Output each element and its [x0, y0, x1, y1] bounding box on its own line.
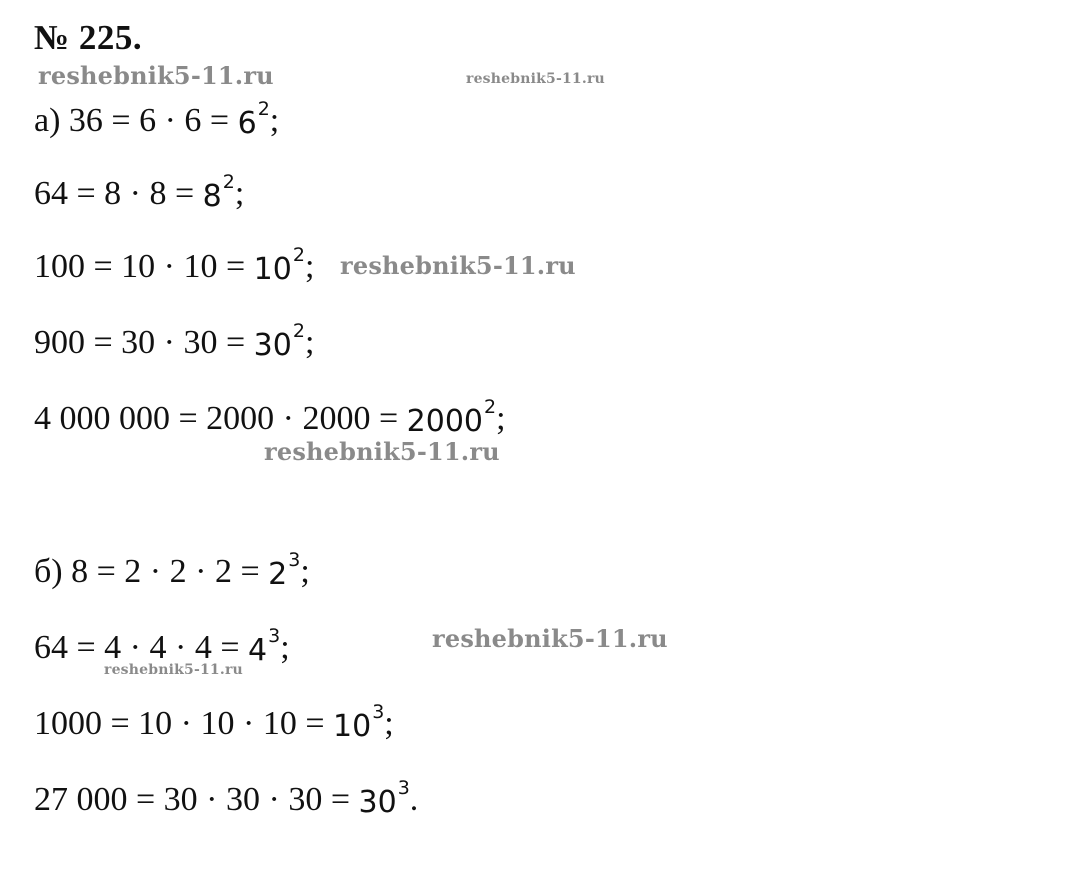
part-b-line-3: [34, 701, 394, 748]
power-exponent: 2: [484, 396, 497, 418]
power-base: 30: [358, 785, 397, 820]
part-a-line-2: [34, 171, 245, 218]
power-base: 10: [333, 709, 372, 744]
line-end: ;: [304, 248, 315, 285]
exercise-number: № 225.: [34, 18, 143, 57]
watermark: reshebnik5-11.ru: [104, 662, 243, 678]
part-b-line-4: [34, 777, 419, 824]
line-end: ;: [384, 705, 394, 742]
power-base: 10: [253, 252, 292, 287]
power-exponent: 2: [222, 171, 235, 193]
part-a-line-1: [34, 98, 280, 145]
line-end: ;: [280, 629, 290, 666]
line-end: ;: [269, 102, 280, 139]
expression: 27 000 = 30 · 30 · 30 =: [34, 781, 359, 818]
watermark: reshebnik5-11.ru: [340, 251, 576, 280]
power-base: 30: [253, 328, 292, 363]
part-a-line-3: [34, 244, 315, 291]
watermark: reshebnik5-11.ru: [38, 61, 274, 90]
part-a-line-4: [34, 320, 315, 367]
power-exponent: 2: [292, 320, 305, 342]
expression: б) 8 = 2 · 2 · 2 =: [34, 553, 269, 590]
power-base: 8: [202, 179, 222, 214]
line-end: .: [409, 781, 419, 818]
power-exponent: 3: [288, 549, 301, 571]
line-end: ;: [300, 553, 310, 590]
expression: 64 = 4 · 4 · 4 =: [34, 629, 248, 666]
part-b-line-1: [34, 549, 310, 596]
power-exponent: 3: [397, 777, 410, 799]
expression: 4 000 000 = 2000 · 2000 =: [34, 400, 407, 437]
power-exponent: 2: [257, 98, 270, 120]
expression: а) 36 = 6 · 6 =: [34, 102, 238, 139]
line-end: ;: [304, 324, 315, 361]
watermark: reshebnik5-11.ru: [264, 437, 500, 466]
power-base: 2000: [406, 404, 484, 439]
expression: 900 = 30 · 30 =: [34, 324, 254, 361]
line-end: ;: [234, 175, 245, 212]
watermark: reshebnik5-11.ru: [432, 624, 668, 653]
power-exponent: 3: [268, 625, 281, 647]
expression: 100 = 10 · 10 =: [34, 248, 254, 285]
expression: 1000 = 10 · 10 · 10 =: [34, 705, 333, 742]
power-base: 4: [248, 633, 268, 668]
power-base: 6: [237, 106, 257, 141]
watermark: reshebnik5-11.ru: [466, 71, 605, 87]
line-end: ;: [496, 400, 506, 437]
power-exponent: 3: [372, 701, 385, 723]
power-base: 2: [268, 557, 288, 592]
expression: 64 = 8 · 8 =: [34, 175, 203, 212]
power-exponent: 2: [292, 244, 305, 266]
